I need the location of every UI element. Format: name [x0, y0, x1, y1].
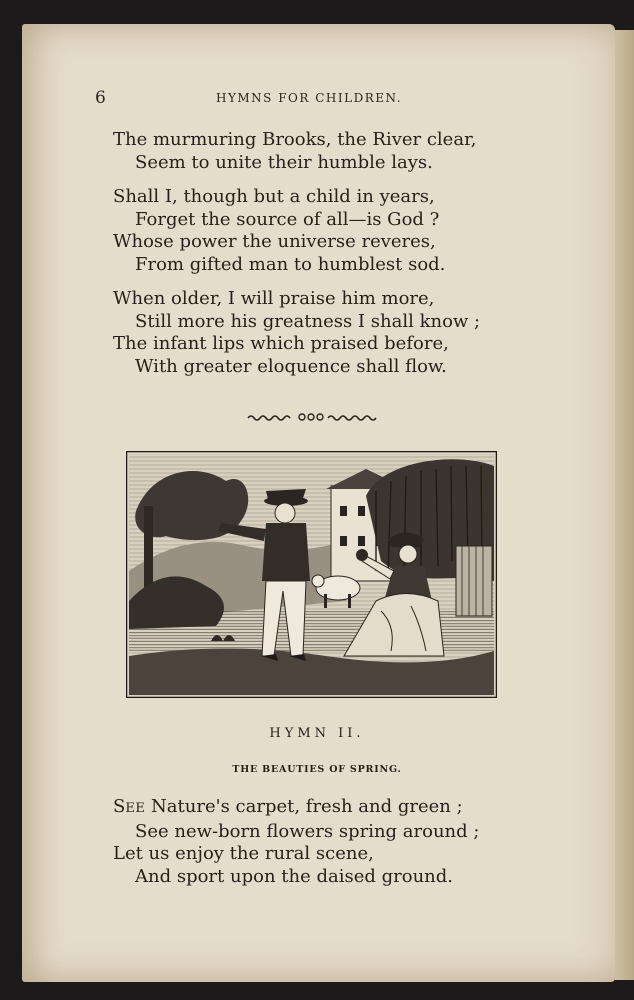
stanza-hymn-ii [113, 796, 479, 888]
verse-line: When older, I will praise him more, [113, 288, 435, 309]
verse-line-rest: Nature's carpet, fresh and green ; [145, 796, 463, 817]
verse-line: Let us enjoy the rural scene, [113, 843, 374, 864]
verse-line: Seem to unite their humble lays. [135, 151, 433, 173]
hymn-number: HYMN II. [269, 726, 365, 741]
verse-line: From gifted man to humblest sod. [135, 253, 446, 275]
verse-line [113, 796, 479, 821]
drop-word-initial: S [113, 796, 126, 817]
drop-word-small-caps: EE [125, 801, 146, 816]
ornament-divider [246, 407, 386, 425]
running-head [0, 88, 634, 112]
engraving-illustration [126, 451, 497, 698]
stanza-1 [113, 129, 476, 174]
next-page-edge [614, 30, 634, 980]
verse-line: Still more his greatness I shall know ; [135, 310, 481, 332]
verse-line: Shall I, though but a child in years, [113, 186, 435, 207]
verse-line: Whose power the universe reveres, [113, 231, 436, 252]
verse-line: The murmuring Brooks, the River clear, [113, 129, 477, 150]
hymn-subtitle: THE BEAUTIES OF SPRING. [232, 764, 402, 775]
running-head-title: HYMNS FOR CHILDREN. [216, 91, 403, 105]
stanza-3 [113, 288, 480, 378]
verse-line: Forget the source of all—is God ? [135, 208, 440, 230]
page-number: 6 [95, 88, 106, 108]
verse-line: The infant lips which praised before, [113, 333, 449, 354]
verse-line: And sport upon the daised ground. [135, 865, 453, 887]
verse-line: See new-born flowers spring around ; [135, 820, 480, 842]
verse-line: With greater eloquence shall flow. [135, 355, 447, 377]
stanza-2 [113, 186, 445, 276]
